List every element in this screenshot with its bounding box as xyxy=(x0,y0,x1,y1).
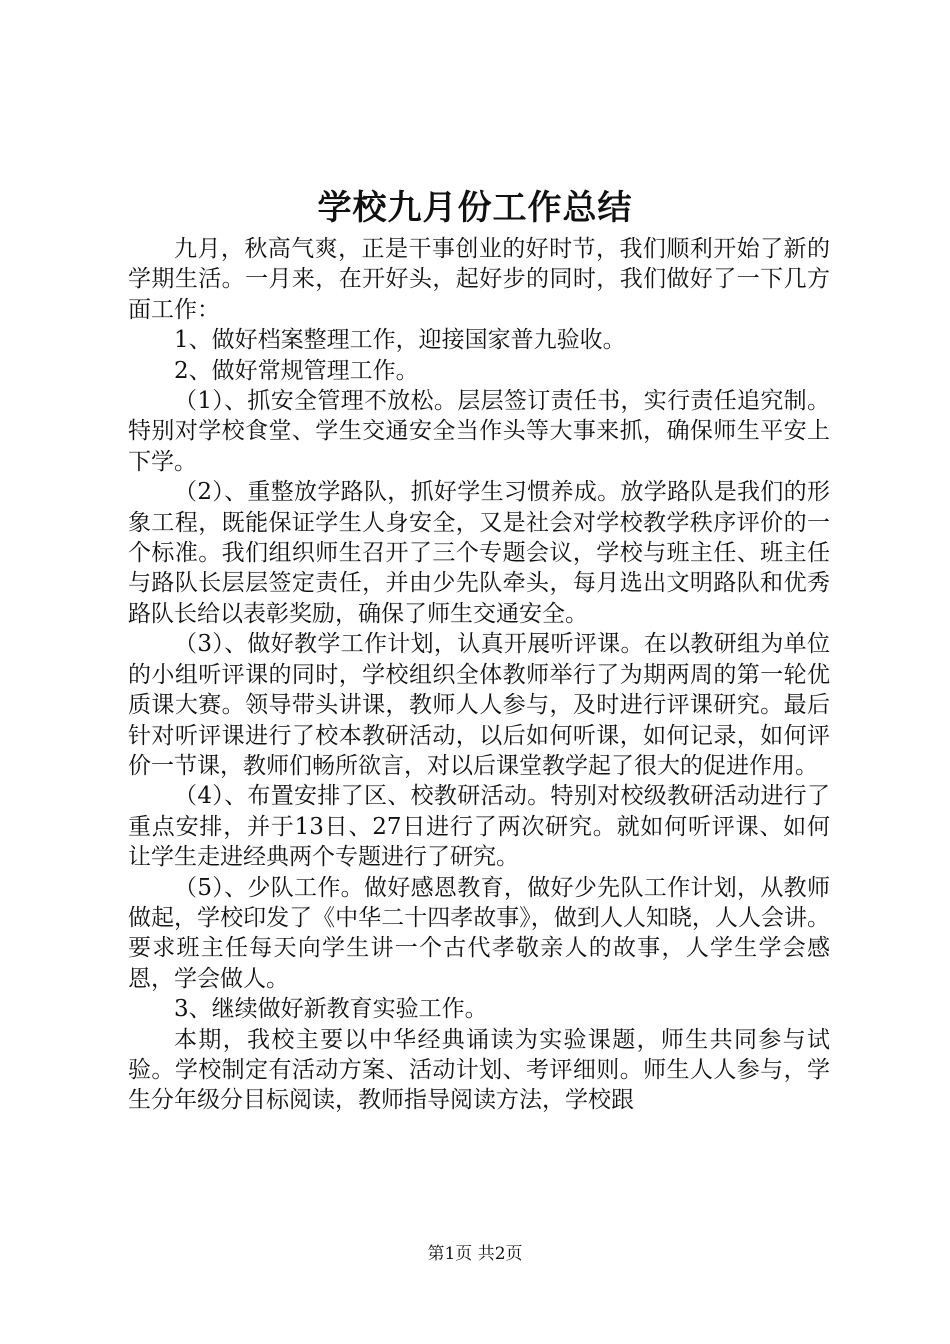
paragraph-subitem-1: （1）、抓安全管理不放松。层层签订责任书，实行责任追究制。特别对学校食堂、学生交通安全当作头等大事来抓，确保师生平安上下学。 xyxy=(128,388,830,475)
paragraph-item-1: 1、做好档案整理工作，迎接国家普九验收。 xyxy=(174,327,626,354)
paragraph-item-3: 3、继续做好新教育实验工作。 xyxy=(174,996,488,1023)
paragraph-subitem-5: （5）、少队工作。做好感恩教育，做好少先队工作计划，从教师做起，学校印发了《中华二十四孝故事》，做到人人知晓，人人会讲。要求班主任每天向学生讲一个古代孝敬亲人的故事，人学生学会感恩，学会做人。 xyxy=(128,874,830,992)
document-title: 学校九月份工作总结 xyxy=(317,188,633,228)
page-footer: 第1页 共2页 xyxy=(427,1244,523,1264)
paragraph-experiment: 本期，我校主要以中华经典诵读为实验课题，师生共同参与试验。学校制定有活动方案、活动计划、考评细则。师生人人参与，学生分年级分目标阅读，教师指导阅读方法，学校跟 xyxy=(128,1026,830,1114)
paragraph-intro: 九月，秋高气爽，正是干事创业的好时节，我们顺利开始了新的学期生活。一月来，在开好头，起好步的同时，我们做好了一下几方面工作： xyxy=(128,236,830,323)
paragraph-item-2: 2、做好常规管理工作。 xyxy=(174,357,419,384)
paragraph-subitem-4: （4）、布置安排了区、校教研活动。特别对校级教研活动进行了重点安排，并于13日、27日进行了两次研究。就如何听评课、如何让学生走进经典两个专题进行了研究。 xyxy=(128,783,830,871)
paragraph-subitem-2: （2）、重整放学路队，抓好学生习惯养成。放学路队是我们的形象工程，既能保证学生人身安全，又是社会对学校教学秩序评价的一个标准。我们组织师生召开了三个专题会议，学校与班主任、班主任与路队长层层签定责任，并由少先队牵头，每月选出文明路队和优秀路队长给以表彰奖励，确保了师生交通安全。 xyxy=(128,479,830,627)
document-body xyxy=(128,234,830,1116)
paragraph-subitem-3: （3）、做好教学工作计划，认真开展听评课。在以教研组为单位的小组听评课的同时，学校组织全体教师举行了为期两周的第一轮优质课大赛。领导带头讲课，教师人人参与，及时进行评课研究。最后针对听评课进行了校本教研活动，以后如何听课，如何记录，如何评价一节课，教师们畅所欲言，对以后课堂教学起了很大的促进作用。 xyxy=(128,631,830,779)
